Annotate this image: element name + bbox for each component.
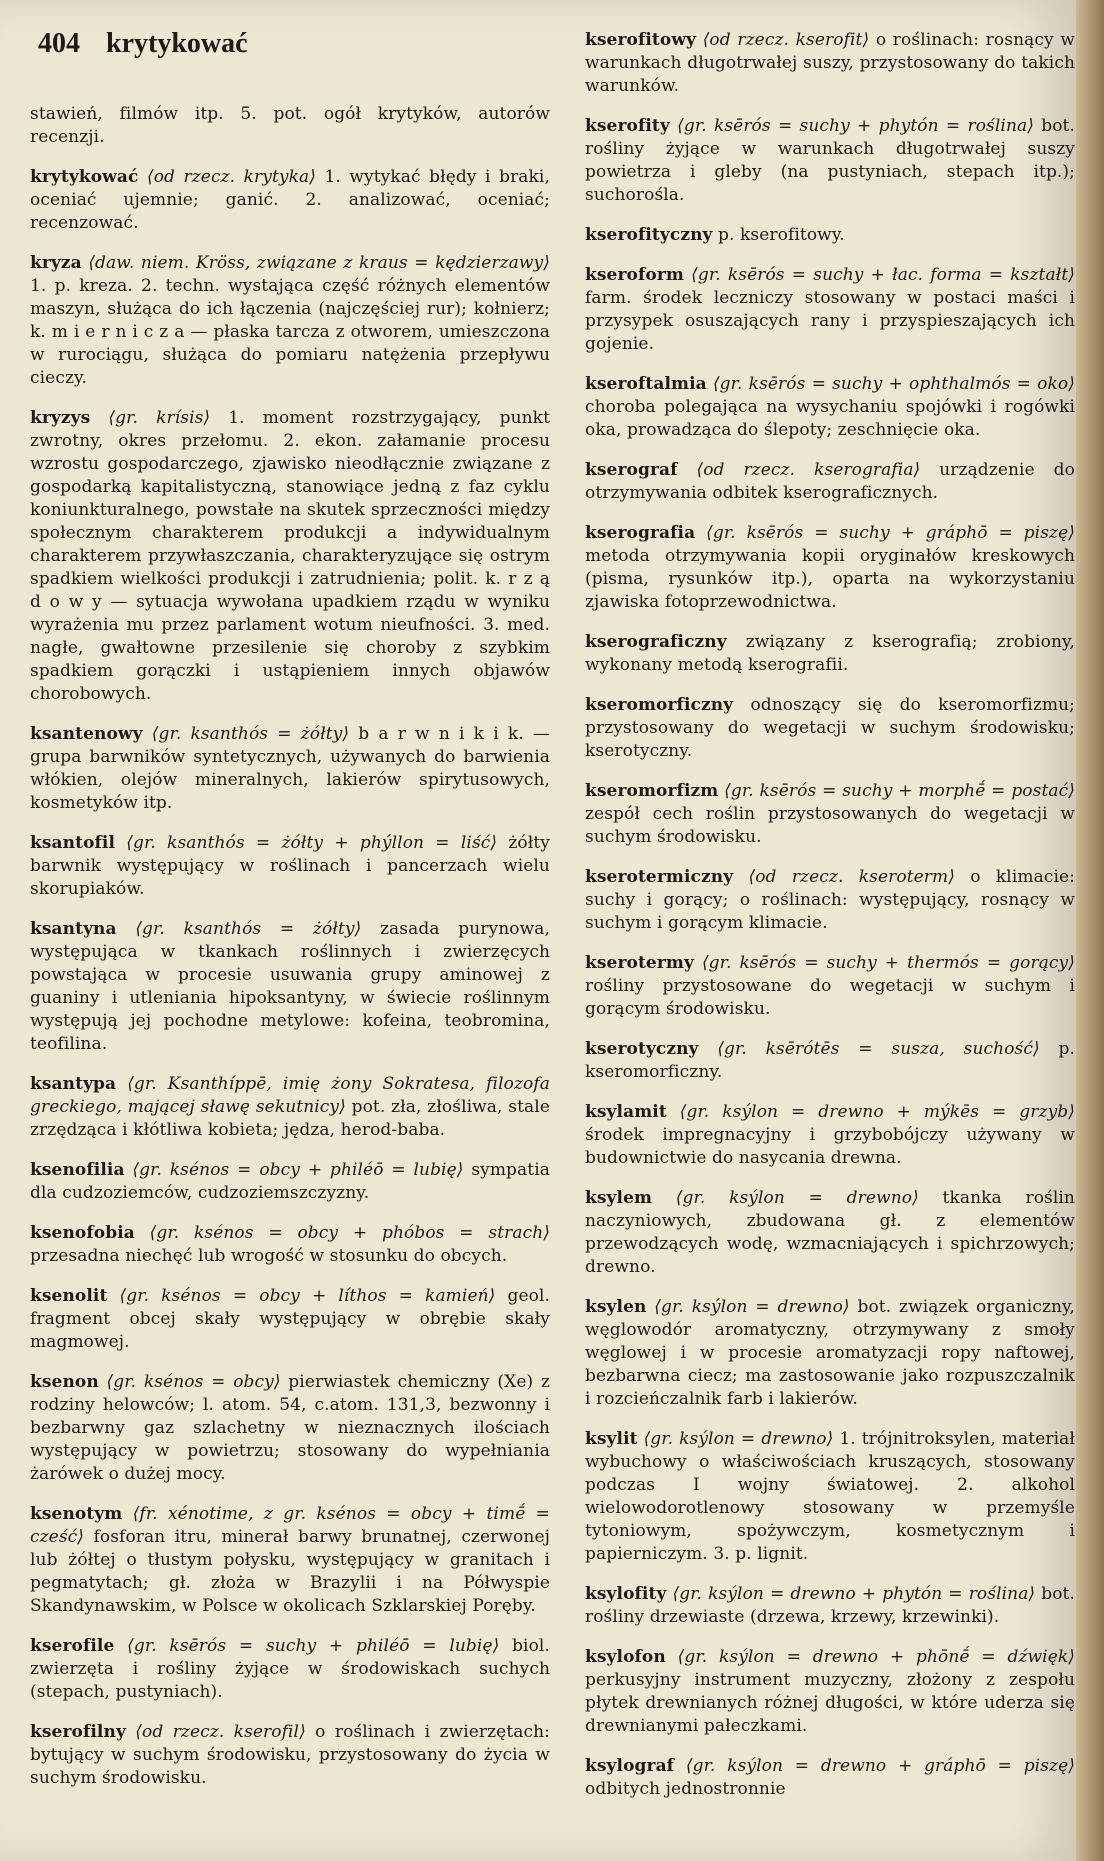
dictionary-entry <box>30 1222 550 1268</box>
entry-etymology: ⟨od rzecz. kseroterm⟩ <box>748 867 955 887</box>
dictionary-entry <box>585 373 1075 442</box>
entry-definition: 1. moment rozstrzygający, punkt zwrotny, okres przełomu. 2. ekon. załamanie procesu wzrostu gospodarczego, zjawisko nieodłącznie związane z gospodarką kapitalistyczną, stanowiące jedną z faz cyklu koniunkturalnego, powstałe na skutek sprzeczności między społecznym charakterem produkcji a indywidualnym charakterem przywłaszczania, charakteryzujące się ostrym spadkiem wielkości produkcji i zatrudnienia; polit. k. r z ą d o w y — sytuacja wywołana upadkiem rządu w wyniku wyrażenia mu przez parlament wotum nieufności. 3. med. nagłe, gwałtowne przesilenie się choroby z szybkim spadkiem gorączki i ustąpieniem innych objawów chorobowych. <box>30 408 551 704</box>
entry-term: kserofilny <box>30 1722 126 1742</box>
entry-term: ksylen <box>585 1297 647 1317</box>
entry-term: ksylem <box>585 1188 653 1208</box>
entry-term: kseroform <box>585 265 684 285</box>
entry-definition: choroba polegająca na wysychaniu spojówki i rogówki oka, prowadząca do ślepoty; zeschnięcie oka. <box>585 397 1075 440</box>
entry-etymology: ⟨gr. ksanthós = żółty + phýllon = liść⟩ <box>126 833 498 853</box>
entry-definition: pierwiastek chemiczny (Xe) z rodziny helowców; l. atom. 54, c.atom. 131,3, bezwonny i bezbarwny gaz szlachetny w nieznacznych ilościach występujący w powietrzu; stosowany do wypełniania żarówek o dużej mocy. <box>30 1372 550 1484</box>
entry-definition: 1. wytykać błędy i braki, oceniać ujemnie; ganić. 2. analizować, oceniać; recenzować. <box>30 167 550 233</box>
entry-term: ksylit <box>585 1429 638 1449</box>
entry-definition: stawień, filmów itp. 5. pot. ogół krytyków, autorów recenzji. <box>30 104 550 147</box>
entry-term: ksantyna <box>30 919 117 939</box>
entry-definition: p. kserofitowy. <box>718 225 845 245</box>
entry-definition: biol. zwierzęta i rośliny żyjące w środowiskach suchych (stepach, pustyniach). <box>30 1636 550 1702</box>
entry-etymology: ⟨gr. ksērós = suchy + gráphō = piszę⟩ <box>706 523 1075 543</box>
entry-term: kryza <box>30 253 82 273</box>
dictionary-entry <box>30 1159 550 1205</box>
dictionary-entry <box>30 103 550 149</box>
dictionary-entry <box>585 459 1075 505</box>
left-column <box>30 86 550 1800</box>
entry-definition: sympatia dla cudzoziemców, cudzoziemszczyzny. <box>30 1160 550 1203</box>
entry-etymology: ⟨gr. ksērós = suchy + łac. forma = kształt⟩ <box>691 265 1075 285</box>
dictionary-entry <box>585 29 1075 98</box>
entry-definition: odnoszący się do kseromorfizmu; przystosowany do wegetacji w suchym środowisku; kserotyczny. <box>585 695 1075 761</box>
entry-term: kserofitowy <box>585 30 697 50</box>
entry-term: ksenofilia <box>30 1160 125 1180</box>
entry-term: kserografia <box>585 523 696 543</box>
dictionary-entry <box>30 723 550 815</box>
entry-definition: bot. związek organiczny, węglowodór aromatyczny, otrzymywany z smoły węglowej i w procesie aromatyzacji ropy naftowej, bezbarwna ciecz; ma zastosowanie jako rozpuszczalnik i rozcieńczalnik farb i lakierów. <box>585 1297 1076 1409</box>
dictionary-entry <box>30 166 550 235</box>
entry-etymology: ⟨gr. ksýlon = drewno⟩ <box>643 1429 834 1449</box>
dictionary-entry <box>585 1101 1075 1170</box>
dictionary-entry <box>30 1371 550 1486</box>
entry-etymology: ⟨od rzecz. kserofil⟩ <box>135 1722 306 1742</box>
entry-definition: p. kseromorficzny. <box>585 1039 1075 1082</box>
entry-etymology: ⟨gr. ksērótēs = susza, suchość⟩ <box>717 1039 1040 1059</box>
entry-etymology: ⟨gr. ksýlon = drewno + phōnḗ = dźwięk⟩ <box>677 1647 1075 1667</box>
entry-definition: 1. p. kreza. 2. techn. wystająca część różnych elementów maszyn, służąca do ich łączenia (najczęściej rur); kołnierz; k. m i e r n i c z a — płaska tarcza z otworem, umieszczona w rurociągu, służąca do pomiaru natężenia przepływu cieczy. <box>30 276 550 388</box>
guide-word: krytykować <box>106 28 248 59</box>
entry-definition: odbitych jednostronnie <box>585 1779 786 1799</box>
entry-definition: żółty barwnik występujący w roślinach i pancerzach wielu skorupiaków. <box>30 833 550 899</box>
entry-etymology: ⟨fr. xénotime, z gr. ksénos = obcy + timḗ = cześć⟩ <box>30 1504 550 1547</box>
dictionary-entry <box>585 694 1075 763</box>
entry-term: ksantenowy <box>30 724 143 744</box>
entry-definition: fosforan itru, minerał barwy brunatnej, czerwonej lub żółtej o tłustym połysku, występujący w granitach i pegmatytach; gł. złoża w Brazylii i na Półwyspie Skandynawskim, w Polsce w okolicach Szklarskiej Poręby. <box>30 1527 550 1616</box>
entry-etymology: ⟨gr. ksanthós = żółty⟩ <box>151 724 350 744</box>
dictionary-entry <box>30 1635 550 1704</box>
entry-term: kserograf <box>585 460 678 480</box>
right-column <box>585 12 1075 1811</box>
dictionary-entry <box>585 224 1075 247</box>
entry-definition: związany z kserografią; zrobiony, wykonany metodą kserografii. <box>585 632 1075 675</box>
entry-term: ksylograf <box>585 1756 675 1776</box>
entry-definition: urządzenie do otrzymywania odbitek kserograficznych. <box>585 460 1075 503</box>
dictionary-entry <box>585 631 1075 677</box>
entry-term: kserofityczny <box>585 225 713 245</box>
entry-etymology: ⟨od rzecz. kserofit⟩ <box>702 30 870 50</box>
dictionary-entry <box>30 1721 550 1790</box>
entry-etymology: ⟨gr. ksénos = obcy + líthos = kamień⟩ <box>119 1286 496 1306</box>
entry-term: kserofity <box>585 116 670 136</box>
entry-term: kseromorficzny <box>585 695 734 715</box>
dictionary-entry <box>30 918 550 1056</box>
entry-definition: przesadna niechęć lub wrogość w stosunku do obcych. <box>30 1246 508 1266</box>
entry-etymology: ⟨gr. ksýlon = drewno + gráphō = piszę⟩ <box>685 1756 1075 1776</box>
entry-etymology: ⟨od rzecz. krytyka⟩ <box>146 167 316 187</box>
entry-etymology: ⟨od rzecz. kserografia⟩ <box>696 460 921 480</box>
entry-term: ksantypa <box>30 1074 117 1094</box>
entry-definition: 1. trójnitroksylen, materiał wybuchowy o właściwościach kruszących, stosowany podczas I wojny światowej. 2. alkohol wielowodorotlenowy stosowany w przemyśle tytoniowym, spożywczym, kosmetycznym i papierniczym. 3. p. lignit. <box>585 1429 1075 1564</box>
dictionary-entry <box>30 252 550 390</box>
entry-definition: zespół cech roślin przystosowanych do wegetacji w suchym środowisku. <box>585 804 1075 847</box>
entry-definition: rośliny przystosowane do wegetacji w suchym i gorącym środowisku. <box>585 976 1075 1019</box>
dictionary-entry <box>30 832 550 901</box>
entry-etymology: ⟨gr. ksērós = suchy + ophthalmós = oko⟩ <box>712 374 1075 394</box>
dictionary-entry <box>585 522 1075 614</box>
entry-definition: pot. zła, złośliwa, stale zrzędząca i kłótliwa kobieta; jędza, herod-baba. <box>30 1097 550 1140</box>
entry-etymology: ⟨gr. ksērós = suchy + phytón = roślina⟩ <box>677 116 1034 136</box>
entry-term: kserograficzny <box>585 632 727 652</box>
dictionary-entry <box>30 1503 550 1618</box>
entry-term: kserofile <box>30 1636 115 1656</box>
entry-etymology: ⟨gr. ksýlon = drewno⟩ <box>675 1188 919 1208</box>
running-head <box>38 28 578 78</box>
entry-definition: tkanka roślin naczyniowych, zbudowana gł. z elementów przewodzących wodę, wzmacniających i spichrzowych; drewno. <box>585 1188 1075 1277</box>
page-number: 404 <box>38 28 80 59</box>
entry-etymology: ⟨gr. ksénos = obcy⟩ <box>106 1372 281 1392</box>
dictionary-entry <box>585 1296 1075 1411</box>
entry-etymology: ⟨gr. ksénos = obcy + phóbos = strach⟩ <box>149 1223 550 1243</box>
dictionary-entry <box>585 1646 1075 1738</box>
entry-term: kserotyczny <box>585 1039 699 1059</box>
entry-term: kseroftalmia <box>585 374 707 394</box>
dictionary-entry <box>585 952 1075 1021</box>
entry-etymology: ⟨gr. ksanthós = żółty⟩ <box>135 919 362 939</box>
entry-term: kserotermy <box>585 953 694 973</box>
dictionary-entry <box>30 1285 550 1354</box>
entry-definition: metoda otrzymywania kopii oryginałów kreskowych (pisma, rysunków itp.), oparta na wykorzystaniu zjawiska fotoprzewodnictwa. <box>585 546 1075 612</box>
entry-term: ksylamit <box>585 1102 667 1122</box>
entry-definition: zasada purynowa, występująca w tkankach roślinnych i zwierzęcych powstająca w procesie usuwania grupy aminowej z guaniny i utleniania hipoksantyny, w świecie roślinnym występują jej pochodne metylowe: kofeina, teobromina, teofilina. <box>30 919 550 1054</box>
entry-definition: b a r w n i k i k. — grupa barwników syntetycznych, używanych do barwienia włókien, olejów mineralnych, lakierów spirytusowych, kosmetyków itp. <box>30 724 550 813</box>
entry-term: ksantofil <box>30 833 116 853</box>
entry-definition: o roślinach i zwierzętach: bytujący w suchym środowisku, przystosowany do życia w suchym środowisku. <box>30 1722 551 1788</box>
dictionary-entry <box>585 866 1075 935</box>
entry-term: ksenon <box>30 1372 99 1392</box>
entry-term: ksenotym <box>30 1504 123 1524</box>
entry-definition: bot. rośliny żyjące w warunkach długotrwałej suszy powietrza i gleby (na pustyniach, stepach itp.); suchorośla. <box>585 116 1075 205</box>
entry-etymology: ⟨gr. ksērós = suchy + thermós = gorący⟩ <box>701 953 1075 973</box>
entry-term: kryzys <box>30 408 91 428</box>
entry-term: ksenolit <box>30 1286 108 1306</box>
entry-term: ksylofon <box>585 1647 666 1667</box>
entry-term: ksenofobia <box>30 1223 135 1243</box>
entry-etymology: ⟨gr. ksýlon = drewno + mýkēs = grzyb⟩ <box>679 1102 1075 1122</box>
entry-etymology: ⟨gr. ksērós = suchy + morphḗ = postać⟩ <box>724 781 1075 801</box>
dictionary-entry <box>585 1187 1075 1279</box>
entry-etymology: ⟨gr. krísis⟩ <box>108 408 211 428</box>
entry-etymology: ⟨gr. ksýlon = drewno + phytón = roślina⟩ <box>672 1584 1036 1604</box>
entry-term: kserotermiczny <box>585 867 734 887</box>
dictionary-entry <box>585 780 1075 849</box>
book-spine <box>1076 0 1104 1861</box>
entry-definition: o klimacie: suchy i gorący; o roślinach: występujący, rosnący w suchym i gorącym klimacie. <box>585 867 1075 933</box>
entry-term: kseromorfizm <box>585 781 719 801</box>
entry-definition: bot. rośliny drzewiaste (drzewa, krzewy, krzewinki). <box>585 1584 1075 1627</box>
dictionary-entry <box>585 115 1075 207</box>
entry-etymology: ⟨daw. niem. Kröss, związane z kraus = kędzierzawy⟩ <box>88 253 550 273</box>
entry-etymology: ⟨gr. ksērós = suchy + philéō = lubię⟩ <box>127 1636 500 1656</box>
dictionary-entry <box>30 407 550 706</box>
entry-term: ksylofity <box>585 1584 667 1604</box>
entry-definition: środek impregnacyjny i grzybobójczy używany w budownictwie do nasycania drewna. <box>585 1125 1075 1168</box>
entry-definition: geol. fragment obcej skały występujący w obrębie skały magmowej. <box>30 1286 550 1352</box>
entry-term: krytykować <box>30 167 139 187</box>
entry-etymology: ⟨gr. Ksanthíppē, imię żony Sokratesa, filozofa greckiego, mającej sławę sekutnicy⟩ <box>30 1074 550 1117</box>
dictionary-entry <box>585 1583 1075 1629</box>
entry-definition: farm. środek leczniczy stosowany w postaci maści i przysypek osuszających rany i przyspieszających ich gojenie. <box>585 288 1075 354</box>
entry-definition: perkusyjny instrument muzyczny, złożony z zespołu płytek drewnianych różnej długości, w które uderza się drewnianymi pałeczkami. <box>585 1670 1075 1736</box>
entry-definition: o roślinach: rosnący w warunkach długotrwałej suszy, przystosowany do takich warunków. <box>585 30 1075 96</box>
dictionary-entry <box>585 1755 1075 1801</box>
dictionary-entry <box>585 264 1075 356</box>
dictionary-entry <box>585 1428 1075 1566</box>
entry-etymology: ⟨gr. ksýlon = drewno⟩ <box>654 1297 850 1317</box>
dictionary-entry <box>30 1073 550 1142</box>
entry-etymology: ⟨gr. ksénos = obcy + philéō = lubię⟩ <box>132 1160 464 1180</box>
dictionary-entry <box>585 1038 1075 1084</box>
